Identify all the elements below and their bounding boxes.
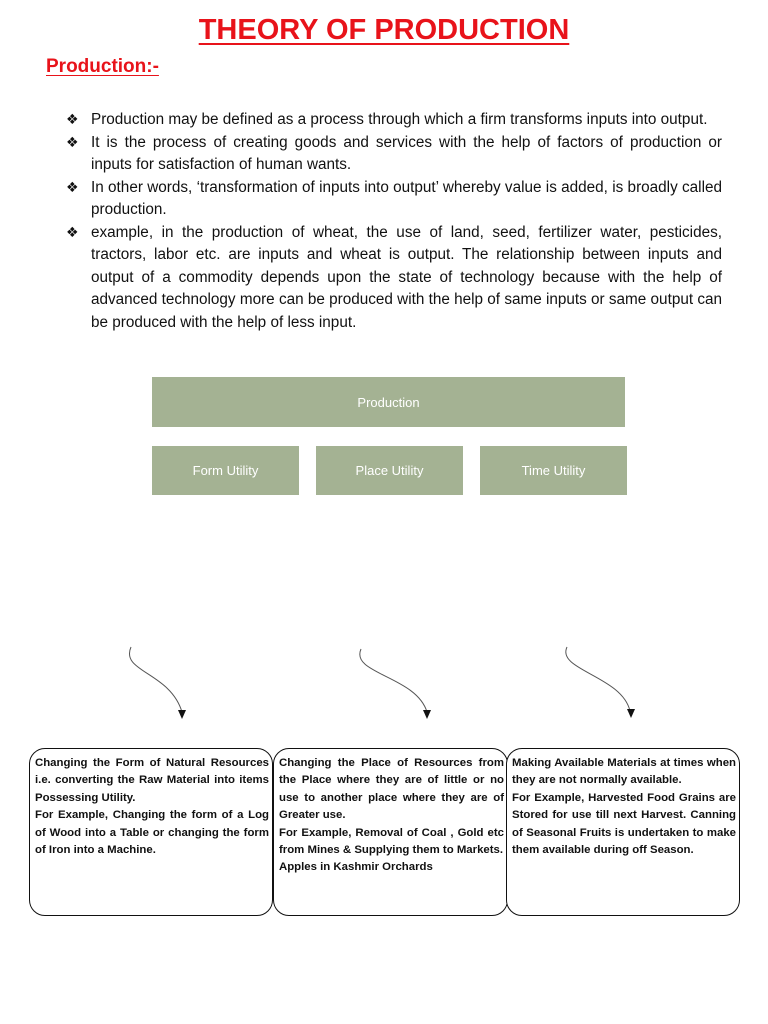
- card-text: For Example, Harvested Food Grains are Stored for use till next Harvest. Canning of Seasonal Fruits is undertaken to make them available during off Season.: [512, 791, 736, 857]
- page-title: THEORY OF PRODUCTION: [198, 14, 570, 46]
- diamond-bullet-icon: ❖: [66, 179, 79, 196]
- card-text: Apples in Kashmir Orchards: [279, 861, 433, 874]
- place-utility-card: [273, 748, 508, 916]
- curved-arrow-icon: [566, 647, 630, 711]
- arrowhead-icon: [178, 710, 186, 719]
- production-box: Production: [152, 377, 625, 427]
- card-text: Making Available Materials at times when they are not normally available.: [512, 757, 736, 787]
- card-text: Changing the Form of Natural Resources i.e. converting the Raw Material into items Possessing Utility.: [35, 757, 269, 804]
- diamond-bullet-icon: ❖: [66, 224, 79, 241]
- form-utility-box: Form Utility: [152, 446, 299, 495]
- bullet-text: It is the process of creating goods and services with the help of factors of production or inputs for satisfaction of human wants.: [91, 133, 722, 173]
- bullet-text: In other words, ‘transformation of inputs into output’ whereby value is added, is broadly called production.: [91, 178, 722, 218]
- card-text: Changing the Place of Resources from the Place where they are of little or no use to another place where they are of Greater use.: [279, 757, 504, 822]
- bullet-text: Production may be defined as a process through which a firm transforms inputs into output.: [91, 111, 708, 128]
- card-text: For Example, Changing the form of a Log of Wood into a Table or changing the form of Iron into a Machine.: [35, 809, 269, 857]
- arrowhead-icon: [627, 709, 635, 718]
- section-heading: Production:-: [46, 56, 159, 77]
- form-utility-card: [29, 748, 273, 916]
- time-utility-box: Time Utility: [480, 446, 627, 495]
- place-utility-box: Place Utility: [316, 446, 463, 495]
- bullet-text: example, in the production of wheat, the use of land, seed, fertilizer water, pesticides, tractors, labor etc. are inputs and wheat is output. The relationship between inputs and output of a commodity depends upon the state of technology because with the help of advanced technology more can be produced with the help of same inputs or same output can be produced with the help of less input.: [91, 223, 722, 331]
- arrowhead-icon: [423, 710, 431, 719]
- curved-arrow-icon: [360, 649, 427, 712]
- card-text: For Example, Removal of Coal , Gold etc from Mines & Supplying them to Markets.: [279, 826, 504, 857]
- diamond-bullet-icon: ❖: [66, 134, 79, 151]
- diamond-bullet-icon: ❖: [66, 112, 79, 128]
- curved-arrow-icon: [129, 647, 182, 712]
- time-utility-card: [506, 748, 740, 916]
